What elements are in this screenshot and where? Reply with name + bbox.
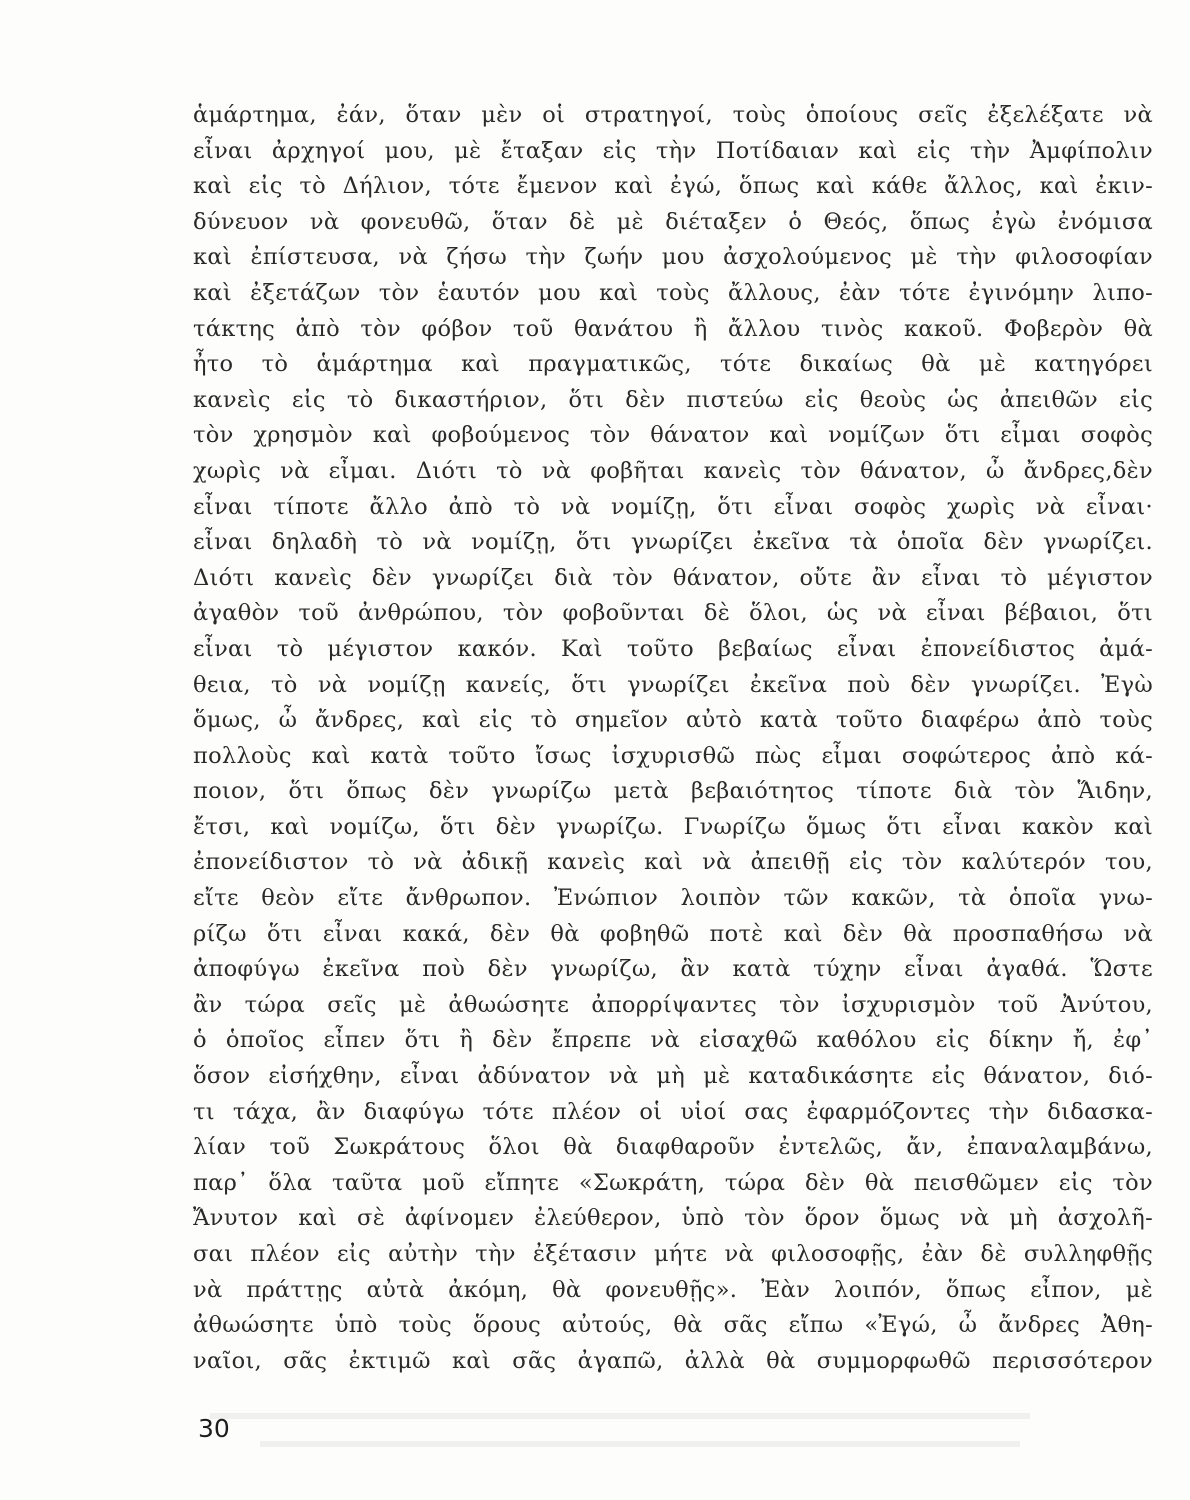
text-line-4: δύνευον νὰ φονευθῶ, ὅταν δὲ μὲ διέταξεν ὁ Θεός, ὅπως ἐγὼ ἐνόμισα [193, 208, 1153, 235]
text-line-6: καὶ ἐξετάζων τὸν ἑαυτόν μου καὶ τοὺς ἄλλους, ἐὰν τότε ἐγινόμην λιπο- [193, 279, 1153, 306]
text-line-17: θεια, τὸ νὰ νομίζῃ κανείς, ὅτι γνωρίζει ἐκεῖνα ποὺ δὲν γνωρίζει. Ἐγὼ [193, 671, 1153, 698]
text-line-22: ἐπονείδιστον τὸ νὰ ἀδικῇ κανεὶς καὶ νὰ ἀπειθῇ εἰς τὸν καλύτερόν του, [193, 849, 1153, 876]
text-line-34: νὰ πράττῃς αὐτὰ ἀκόμη, θὰ φονευθῇς». Ἐὰν λοιπόν, ὅπως εἶπον, μὲ [193, 1276, 1153, 1303]
text-line-26: ἂν τώρα σεῖς μὲ ἀθωώσητε ἀπορρίψαντες τὸν ἰσχυρισμὸν τοῦ Ἀνύτου, [193, 991, 1153, 1018]
text-line-19: πολλοὺς καὶ κατὰ τοῦτο ἴσως ἰσχυρισθῶ πὼς εἶμαι σοφώτερος ἀπὸ κά- [193, 742, 1153, 769]
bleed-through-shadow [200, 1405, 1100, 1465]
text-line-3: καὶ εἰς τὸ Δήλιον, τότε ἔμενον καὶ ἐγώ, ὅπως καὶ κάθε ἄλλος, καὶ ἐκιν- [193, 173, 1153, 200]
text-line-32: Ἄνυτον καὶ σὲ ἀφίνομεν ἐλεύθερον, ὑπὸ τὸν ὅρον ὅμως νὰ μὴ ἀσχολῆ- [193, 1205, 1153, 1232]
text-line-16: εἶναι τὸ μέγιστον κακόν. Καὶ τοῦτο βεβαίως εἶναι ἐπονείδιστος ἀμά- [193, 635, 1153, 662]
text-line-21: ἔτσι, καὶ νομίζω, ὅτι δὲν γνωρίζω. Γνωρίζω ὅμως ὅτι εἶναι κακὸν καὶ [193, 813, 1153, 840]
text-line-7: τάκτης ἀπὸ τὸν φόβον τοῦ θανάτου ἢ ἄλλου τινὸς κακοῦ. Φοβερὸν θὰ [193, 315, 1153, 342]
text-line-2: εἶναι ἀρχηγοί μου, μὲ ἔταξαν εἰς τὴν Ποτίδαιαν καὶ εἰς τὴν Ἀμφίπολιν [193, 137, 1153, 164]
text-line-20: ποιον, ὅτι ὅπως δὲν γνωρίζω μετὰ βεβαιότητος τίποτε διὰ τὸν Ἅιδην, [193, 778, 1153, 805]
text-line-31: παρ᾽ ὅλα ταῦτα μοῦ εἴπητε «Σωκράτη, τώρα δὲν θὰ πεισθῶμεν εἰς τὸν [193, 1169, 1153, 1196]
text-line-24: ρίζω ὅτι εἶναι κακά, δὲν θὰ φοβηθῶ ποτὲ καὶ δὲν θὰ προσπαθήσω νὰ [193, 920, 1153, 947]
text-line-25: ἀποφύγω ἐκεῖνα ποὺ δὲν γνωρίζω, ἂν κατὰ τύχην εἶναι ἀγαθά. Ὥστε [193, 956, 1153, 983]
text-line-33: σαι πλέον εἰς αὐτὴν τὴν ἐξέτασιν μήτε νὰ φιλοσοφῇς, ἐὰν δὲ συλληφθῇς [193, 1241, 1153, 1267]
text-line-36: ναῖοι, σᾶς ἐκτιμῶ καὶ σᾶς ἀγαπῶ, ἀλλὰ θὰ συμμορφωθῶ περισσότερον [193, 1347, 1153, 1374]
text-line-10: τὸν χρησμὸν καὶ φοβούμενος τὸν θάνατον καὶ νομίζων ὅτι εἶμαι σοφὸς [193, 422, 1153, 449]
text-line-15: ἀγαθὸν τοῦ ἀνθρώπου, τὸν φοβοῦνται δὲ ὅλοι, ὡς νὰ εἶναι βέβαιοι, ὅτι [193, 600, 1153, 627]
text-line-29: τι τάχα, ἂν διαφύγω τότε πλέον οἱ υἱοί σας ἐφαρμόζοντες τὴν διδασκα- [193, 1098, 1153, 1125]
text-line-35: ἀθωώσητε ὑπὸ τοὺς ὅρους αὐτούς, θὰ σᾶς εἴπω «Ἐγώ, ὦ ἄνδρες Ἀθη- [193, 1312, 1153, 1339]
page-number: 30 [198, 1414, 230, 1443]
text-line-11: χωρὶς νὰ εἶμαι. Διότι τὸ νὰ φοβῆται κανεὶς τὸν θάνατον, ὦ ἄνδρες,δὲν [193, 457, 1153, 484]
text-line-5: καὶ ἐπίστευσα, νὰ ζήσω τὴν ζωήν μου ἀσχολούμενος μὲ τὴν φιλοσοφίαν [193, 244, 1153, 271]
text-line-27: ὁ ὁποῖος εἶπεν ὅτι ἢ δὲν ἔπρεπε νὰ εἰσαχθῶ καθόλου εἰς δίκην ἤ, ἐφ᾽ [193, 1027, 1153, 1054]
text-line-13: εἶναι δηλαδὴ τὸ νὰ νομίζῃ, ὅτι γνωρίζει ἐκεῖνα τὰ ὁποῖα δὲν γνωρίζει. [193, 529, 1153, 556]
text-line-8: ἦτο τὸ ἁμάρτημα καὶ πραγματικῶς, τότε δικαίως θὰ μὲ κατηγόρει [193, 351, 1153, 378]
text-line-14: Διότι κανεὶς δὲν γνωρίζει διὰ τὸν θάνατον, οὔτε ἂν εἶναι τὸ μέγιστον [193, 564, 1153, 591]
text-line-23: εἴτε θεὸν εἴτε ἄνθρωπον. Ἐνώπιον λοιπὸν τῶν κακῶν, τὰ ὁποῖα γνω- [193, 885, 1153, 912]
text-line-30: λίαν τοῦ Σωκράτους ὅλοι θὰ διαφθαροῦν ἐντελῶς, ἄν, ἐπαναλαμβάνω, [193, 1134, 1153, 1161]
body-text [193, 98, 1153, 1379]
text-line-12: εἶναι τίποτε ἄλλο ἀπὸ τὸ νὰ νομίζῃ, ὅτι εἶναι σοφὸς χωρὶς νὰ εἶναι· [193, 493, 1153, 520]
text-line-18: ὅμως, ὦ ἄνδρες, καὶ εἰς τὸ σημεῖον αὐτὸ κατὰ τοῦτο διαφέρω ἀπὸ τοὺς [193, 707, 1153, 734]
text-line-9: κανεὶς εἰς τὸ δικαστήριον, ὅτι δὲν πιστεύω εἰς θεοὺς ὡς ἀπειθῶν εἰς [193, 386, 1153, 413]
text-line-1: ἁμάρτημα, ἐάν, ὅταν μὲν οἱ στρατηγοί, τοὺς ὁποίους σεῖς ἐξελέξατε νὰ [193, 102, 1153, 128]
bleed-through-marks [200, 1405, 1100, 1465]
text-line-28: ὅσον εἰσήχθην, εἶναι ἀδύνατον νὰ μὴ μὲ καταδικάσητε εἰς θάνατον, διό- [193, 1063, 1153, 1090]
